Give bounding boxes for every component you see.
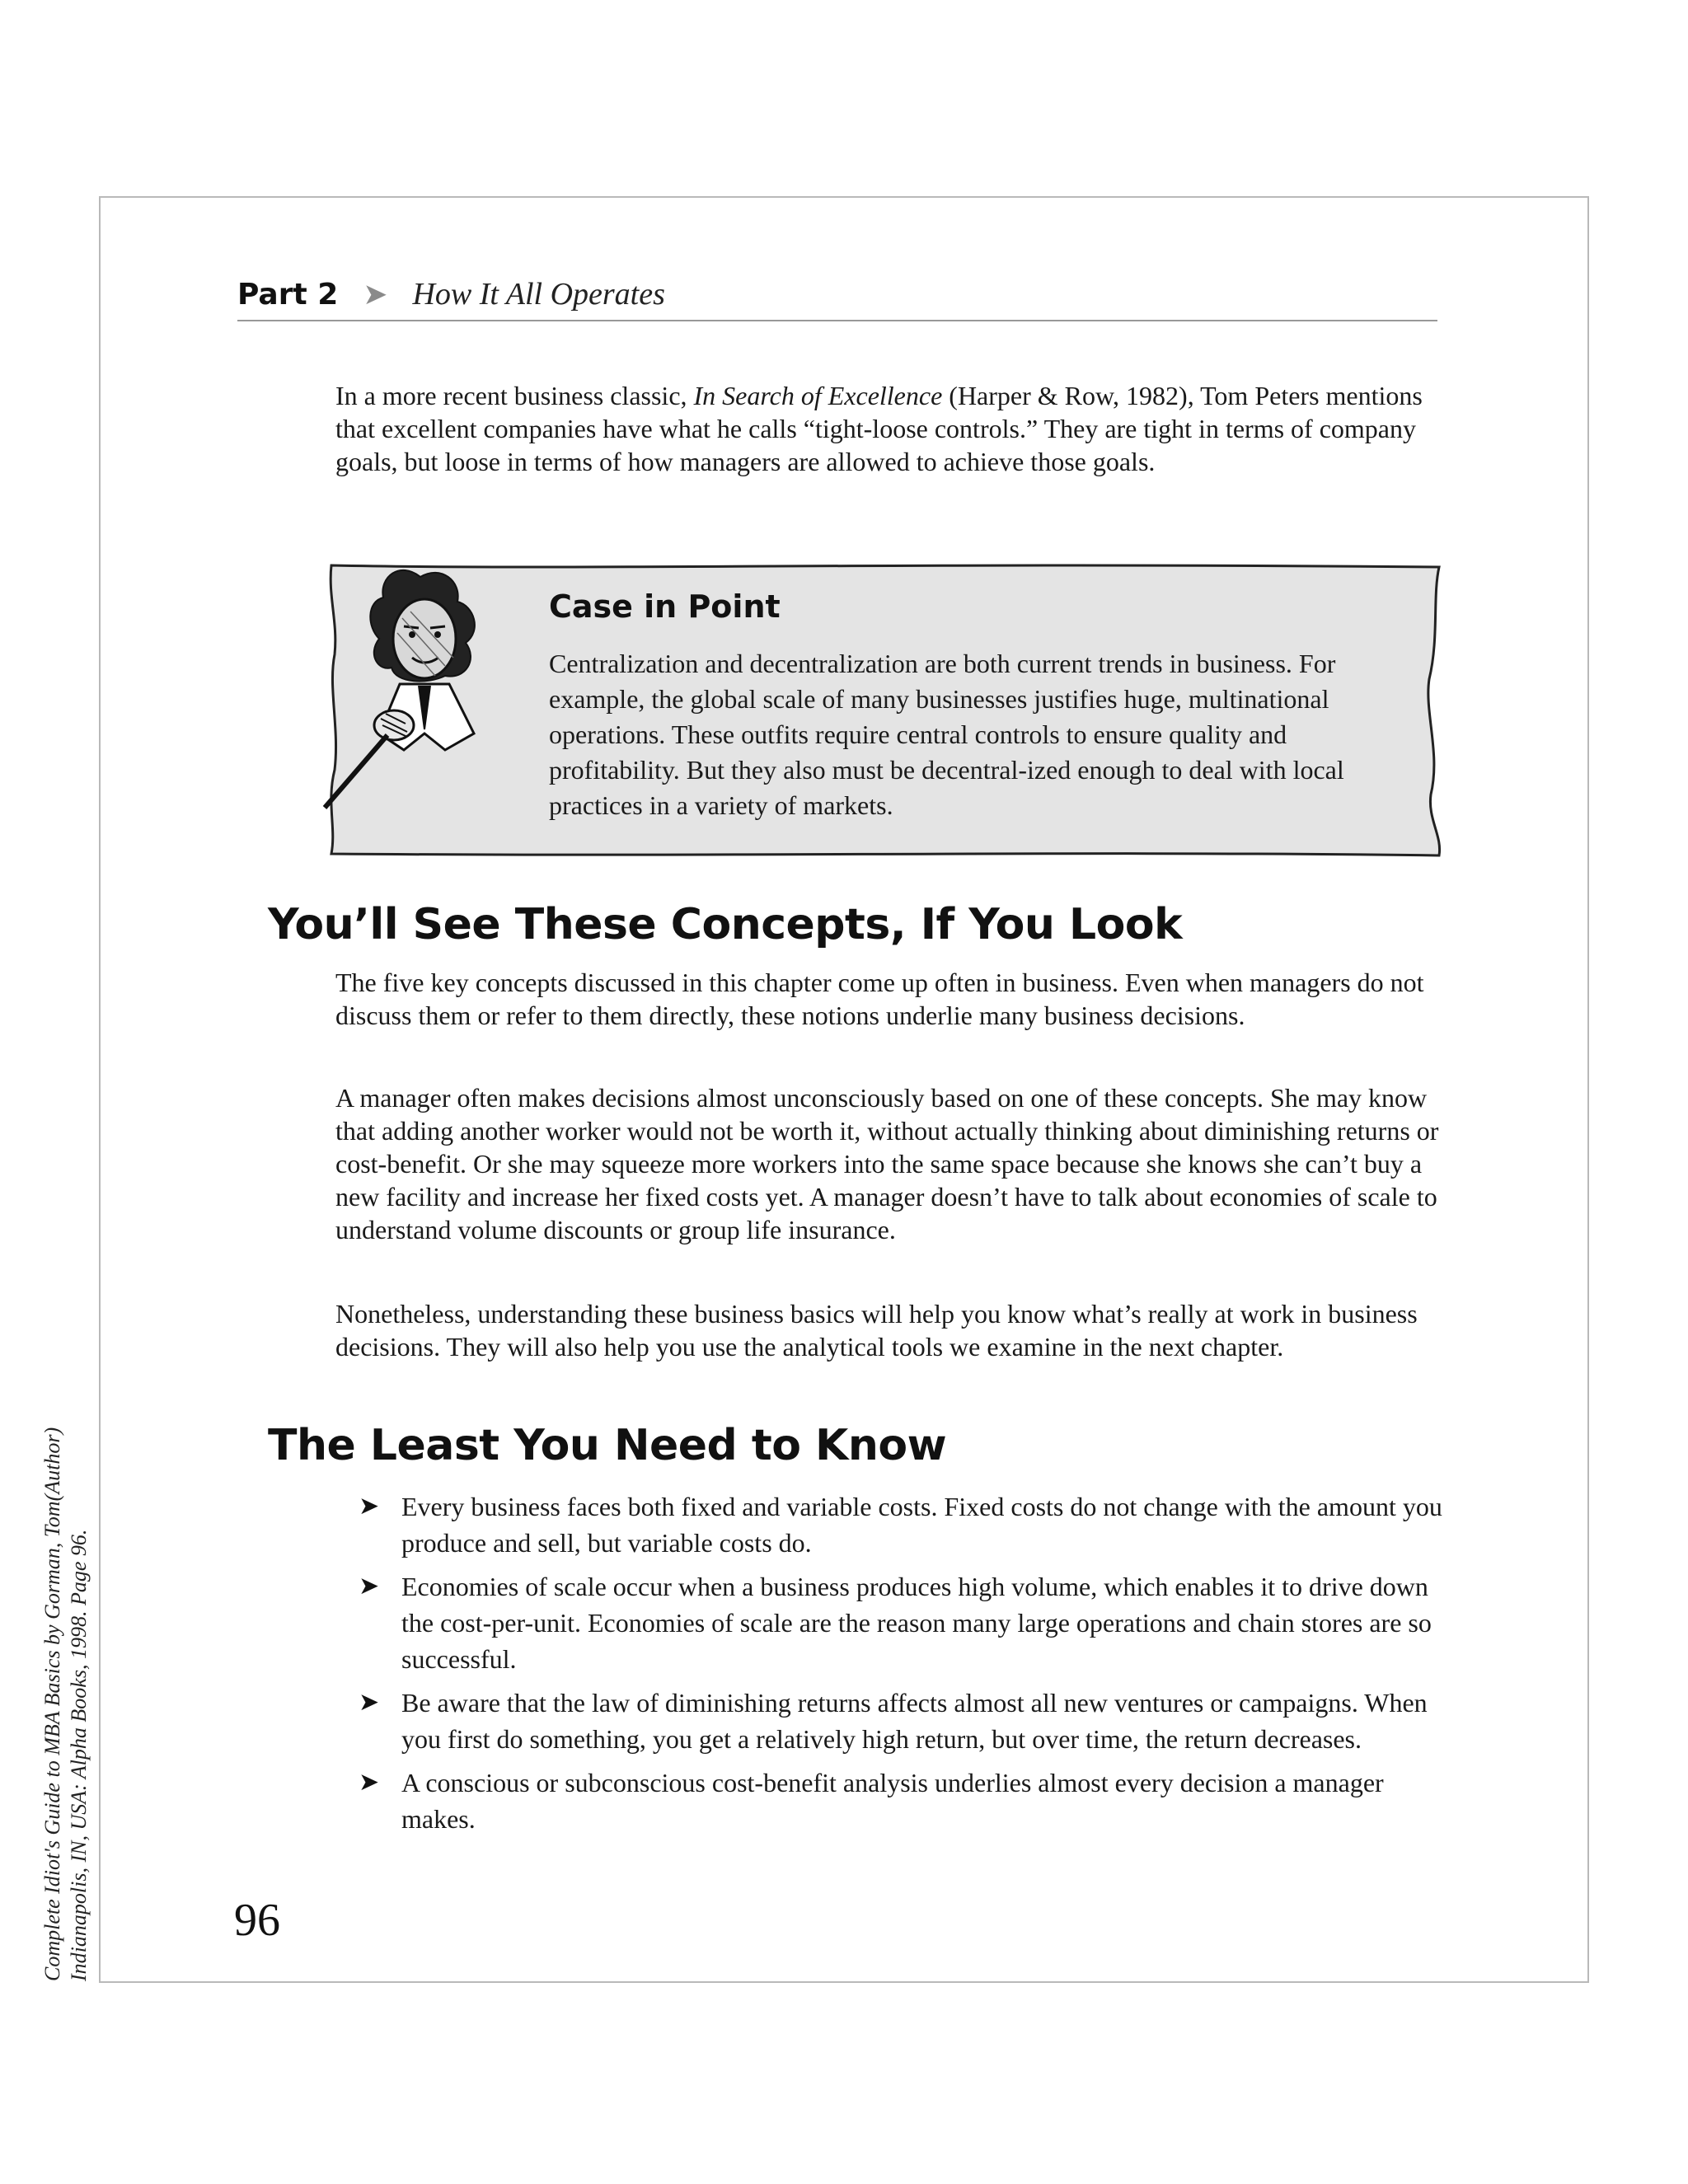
- side-citation-line-2: Indianapolis, IN, USA: Alpha Books, 1998. Page 96.: [67, 1529, 91, 1981]
- book-title: In Search of Excellence: [693, 381, 943, 410]
- intro-text-before: In a more recent business classic,: [335, 381, 694, 410]
- intro-paragraph: [335, 379, 1440, 478]
- least-you-need-list: [359, 1488, 1442, 1844]
- arrow-bullet-icon: ➤: [359, 1769, 380, 1796]
- chapter-title: How It All Operates: [412, 277, 665, 312]
- list-item-text: Economies of scale occur when a business produces high volume, which enables it to drive down the cost-per-unit. Economies of scale are the reason many large operations and chain stores are so successful.: [401, 1572, 1432, 1674]
- side-citation: [40, 1404, 92, 1981]
- concepts-paragraph-3: Nonetheless, understanding these business basics will help you know what’s really at work in business decisions. They will also help you use the analytical tools we examine in the next chapter.: [335, 1299, 1418, 1361]
- list-item-text: Every business faces both fixed and variable costs. Fixed costs do not change with the amount you produce and sell, but variable costs do.: [401, 1492, 1442, 1558]
- arrow-bullet-icon: ➤: [359, 1689, 380, 1716]
- list-item-text: A conscious or subconscious cost-benefit analysis underlies almost every decision a manager makes.: [401, 1768, 1384, 1834]
- list-item: [359, 1765, 1442, 1837]
- section-heading-least: The Least You Need to Know: [268, 1421, 947, 1470]
- running-header: [237, 269, 1437, 321]
- page-number: 96: [234, 1895, 280, 1946]
- part-label: Part 2: [237, 277, 339, 312]
- intro-text-after: (Harper & Row, 1982), Tom Peters mentions that excellent companies have what he calls “tight-loose controls.” They are tight in terms of company goals, but loose in terms of how managers are allowed to achieve those goals.: [335, 381, 1423, 476]
- arrow-bullet-icon: ➤: [359, 1572, 380, 1600]
- arrow-icon: ➤: [363, 278, 388, 311]
- list-item-text: Be aware that the law of diminishing returns affects almost all new ventures or campaigns. When you first do something, you get a relatively high return, but over time, the return decreases.: [401, 1688, 1428, 1754]
- list-item: [359, 1685, 1442, 1757]
- case-in-point-title: Case in Point: [549, 588, 781, 625]
- case-in-point-sidebar: [328, 564, 1442, 857]
- professor-with-pointer-icon: [321, 560, 536, 832]
- list-item: [359, 1488, 1442, 1561]
- case-in-point-text: Centralization and decentralization are both current trends in business. For example, the global scale of many businesses justifies huge, multinational operations. These outfits require central controls to ensure quality and profitability. But they also must be decentral-ized enough to deal with local practices in a variety of markets.: [549, 649, 1344, 820]
- concepts-paragraph-2: A manager often makes decisions almost unconsciously based on one of these concepts. She may know that adding another worker would not be worth it, without actually thinking about diminishing returns or cost-benefit. Or she may squeeze more workers into the same space because she knows she can’t buy a new facility and increase her fixed costs yet. A manager doesn’t have to talk about economies of scale to understand volume discounts or group life insurance.: [335, 1083, 1439, 1244]
- side-citation-line-1: Complete Idiot's Guide to MBA Basics by Gorman, Tom(Author): [40, 1427, 64, 1981]
- arrow-bullet-icon: ➤: [359, 1493, 380, 1520]
- list-item: [359, 1568, 1442, 1677]
- section-heading-concepts: You’ll See These Concepts, If You Look: [268, 900, 1183, 949]
- concepts-paragraph-1: The five key concepts discussed in this chapter come up often in business. Even when managers do not discuss them or refer to them directly, these notions underlie many business decisions.: [335, 968, 1424, 1030]
